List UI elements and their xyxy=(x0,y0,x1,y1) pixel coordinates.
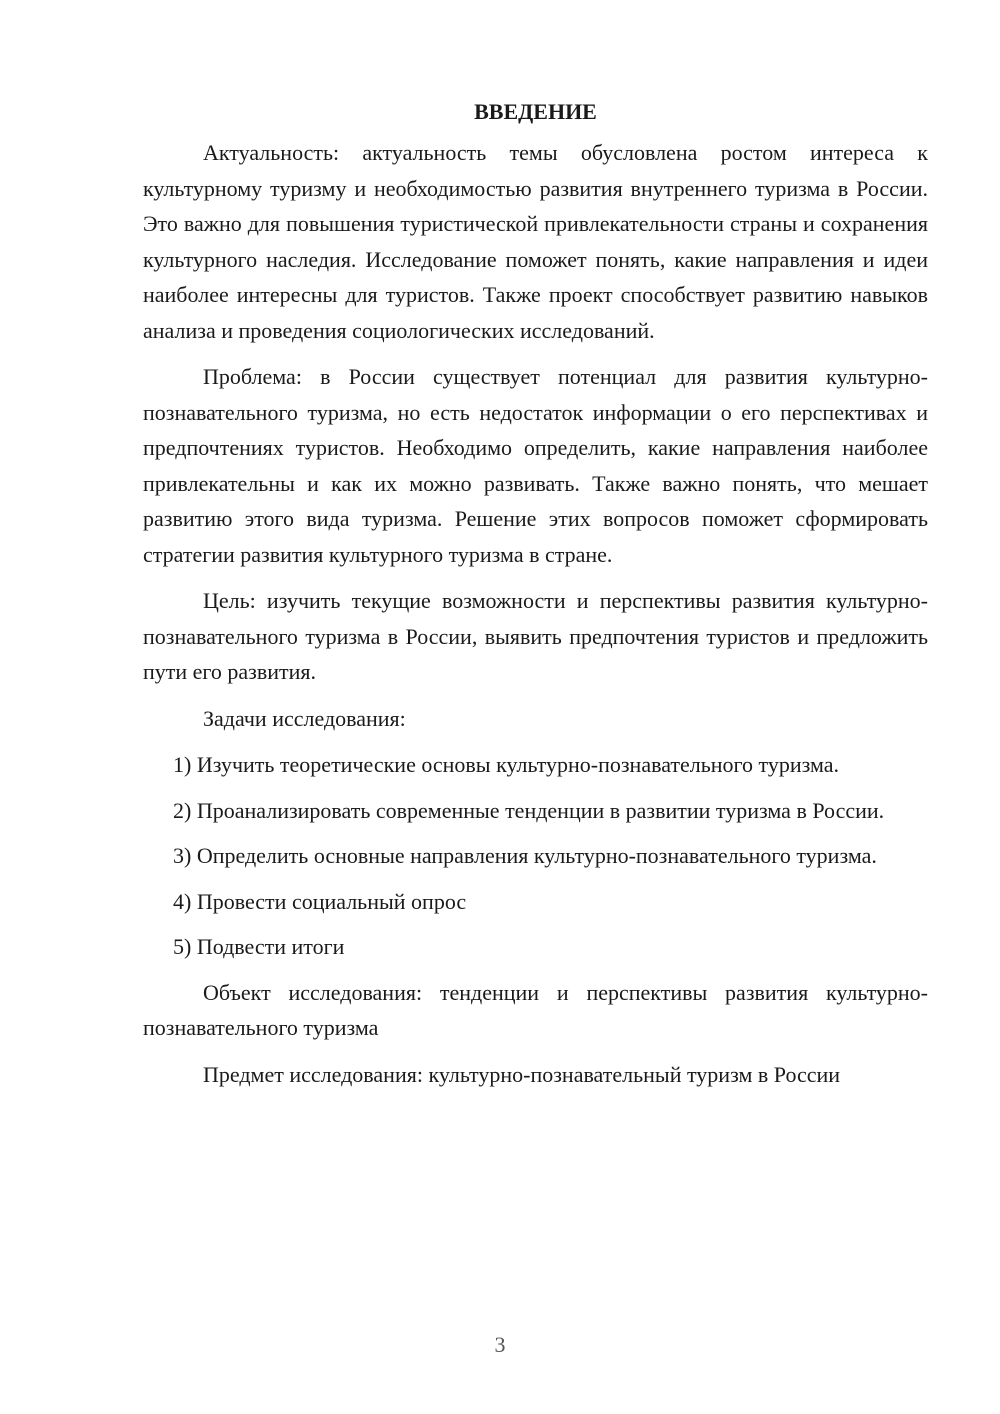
task-item-1: 1) Изучить теоретические основы культурно-познавательного туризма. xyxy=(173,752,840,777)
task-item-4: 4) Провести социальный опрос xyxy=(173,888,467,914)
relevance-paragraph: Актуальность: актуальность темы обусловлена ростом интереса к культурному туризму и необходимостью развития внутреннего туризма в России. Это важно для повышения туристической привлекательности страны и сохранения культурного наследия. Исследование поможет понять, какие направления и идеи наиболее интересны для туристов. Также проект способствует развитию навыков анализа и проведения социологических исследований. xyxy=(143,140,928,343)
task-item-5: 5) Подвести итоги xyxy=(173,934,345,959)
section-title: ВВЕДЕНИЕ xyxy=(474,99,597,124)
tasks-heading: Задачи исследования: xyxy=(203,705,406,731)
page-content xyxy=(143,97,928,1103)
task-item-2: 2) Проанализировать современные тенденции в развитии туризма в России. xyxy=(173,797,885,823)
page-number: 3 xyxy=(494,1332,506,1357)
problem-paragraph: Проблема: в России существует потенциал для развития культурно-познавательного туризма, но есть недостаток информации о его перспективах и предпочтениях туристов. Необходимо определить, какие направления наиболее привлекательны и как их можно развивать. Также важно понять, что мешает развитию этого вида туризма. Решение этих вопросов поможет сформировать стратегии развития культурного туризма в стране. xyxy=(143,364,928,567)
subject-paragraph: Предмет исследования: культурно-познавательный туризм в России xyxy=(203,1061,841,1087)
goal-paragraph: Цель: изучить текущие возможности и перспективы развития культурно-познавательного туризма в России, выявить предпочтения туристов и предложить пути его развития. xyxy=(143,588,928,684)
object-paragraph: Объект исследования: тенденции и перспективы развития культурно-познавательного туризма xyxy=(143,979,928,1040)
task-item-3: 3) Определить основные направления культурно-познавательного туризма. xyxy=(173,843,877,868)
